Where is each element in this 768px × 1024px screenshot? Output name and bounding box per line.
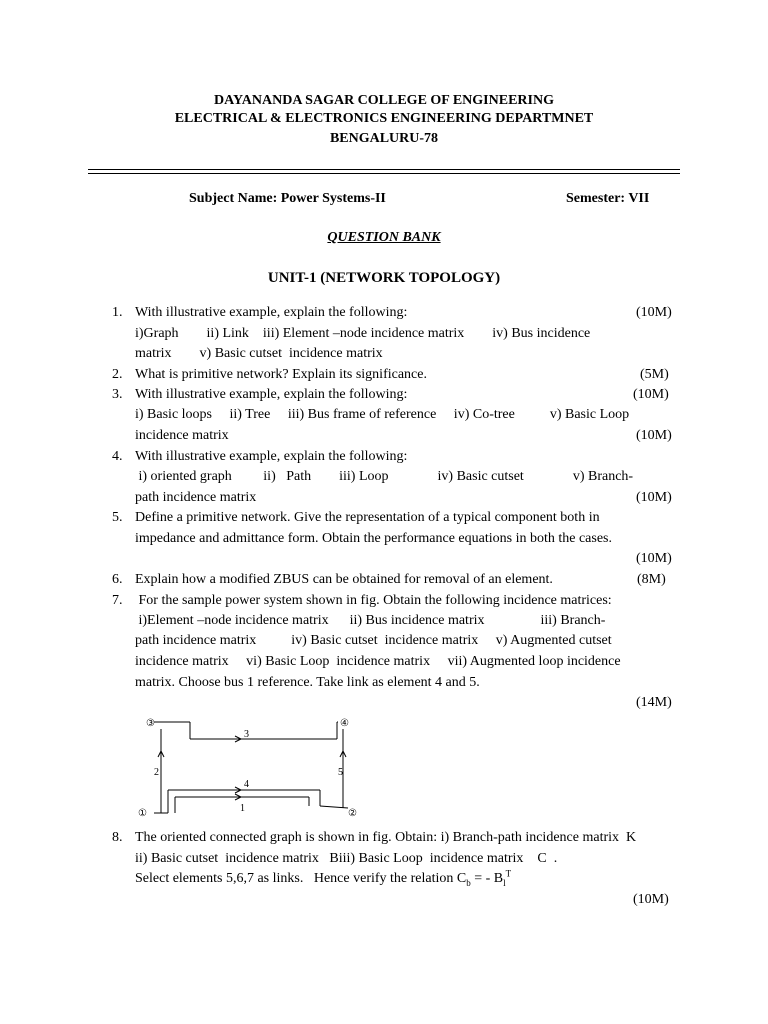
question-marks: (10M)	[636, 305, 672, 320]
node-4-label: ④	[340, 718, 349, 729]
subscript-l: l	[503, 877, 506, 888]
department-name: ELECTRICAL & ELECTRONICS ENGINEERING DEPARTMNET	[174, 111, 594, 126]
question-number: 7.	[112, 593, 123, 608]
question-line: i)Element –node incidence matrix ii) Bus incidence matrix iii) Branch-	[135, 613, 606, 628]
question-number: 1.	[112, 305, 123, 320]
subscript-b: b	[466, 877, 471, 888]
question-line: With illustrative example, explain the following:	[135, 305, 408, 320]
question-line: The oriented connected graph is shown in fig. Obtain: i) Branch-path incidence matrix K	[135, 830, 637, 845]
superscript-t: T	[505, 868, 512, 879]
college-name: DAYANANDA SAGAR COLLEGE OF ENGINEERING	[214, 93, 554, 108]
question-marks: (14M)	[636, 695, 672, 710]
question-marks: (5M)	[640, 367, 669, 382]
node-1-label: ①	[138, 808, 147, 819]
question-line: Define a primitive network. Give the representation of a typical component both in	[135, 510, 600, 525]
header-rule-bottom	[88, 173, 680, 174]
element-3-label: 3	[244, 729, 249, 740]
verify-relation-line	[135, 868, 512, 888]
question-line: i) oriented graph ii) Path iii) Loop iv) Basic cutset v) Branch-	[135, 469, 634, 484]
document-title: QUESTION BANK	[327, 230, 441, 245]
question-line: i) Basic loops ii) Tree iii) Bus frame of reference iv) Co-tree v) Basic Loop	[135, 407, 630, 422]
question-line: Explain how a modified ZBUS can be obtained for removal of an element.	[135, 572, 553, 587]
question-line: Select elements 5,6,7 as links. Hence verify the relation C	[135, 871, 467, 886]
element-5-label: 5	[338, 767, 343, 778]
question-line: For the sample power system shown in fig. Obtain the following incidence matrices:	[135, 593, 612, 608]
question-line: What is primitive network? Explain its significance.	[135, 367, 427, 382]
element-1-label: 1	[240, 803, 245, 814]
subject-name: Subject Name: Power Systems-II	[189, 191, 386, 206]
element-2-label: 2	[154, 767, 159, 778]
node-2-label: ②	[348, 808, 357, 819]
question-marks: (10M)	[633, 387, 669, 402]
question-number: 2.	[112, 367, 123, 382]
question-marks: (10M)	[633, 892, 669, 907]
question-line: i)Graph ii) Link iii) Element –node incidence matrix iv) Bus incidence	[135, 326, 591, 341]
question-line: path incidence matrix	[135, 490, 257, 505]
header-rule-top	[88, 169, 680, 170]
question-line: matrix v) Basic cutset incidence matrix	[135, 346, 383, 361]
question-line: matrix. Choose bus 1 reference. Take link as element 4 and 5.	[135, 675, 480, 690]
question-number: 5.	[112, 510, 123, 525]
question-line: impedance and admittance form. Obtain the performance equations in both the cases.	[135, 531, 612, 546]
question-line: incidence matrix	[135, 428, 229, 443]
network-graph-figure	[135, 710, 365, 825]
question-line: ii) Basic cutset incidence matrix Biii) Basic Loop incidence matrix C .	[135, 851, 558, 866]
question-line: With illustrative example, explain the following:	[135, 387, 408, 402]
question-marks: (8M)	[637, 572, 666, 587]
node-3-label: ③	[146, 718, 155, 729]
question-line: incidence matrix vi) Basic Loop incidence matrix vii) Augmented loop incidence	[135, 654, 621, 669]
question-number: 4.	[112, 449, 123, 464]
element-4-label: 4	[244, 779, 249, 790]
question-marks: (10M)	[636, 490, 672, 505]
question-number: 3.	[112, 387, 123, 402]
question-marks: (10M)	[636, 428, 672, 443]
question-number: 6.	[112, 572, 123, 587]
question-line: With illustrative example, explain the following:	[135, 449, 408, 464]
question-line: path incidence matrix iv) Basic cutset incidence matrix v) Augmented cutset	[135, 633, 612, 648]
college-city: BENGALURU-78	[329, 131, 439, 146]
question-number: 8.	[112, 830, 123, 845]
semester: Semester: VII	[566, 191, 650, 206]
question-marks: (10M)	[636, 551, 672, 566]
relation-middle: = - B	[470, 871, 504, 886]
unit-title: UNIT-1 (NETWORK TOPOLOGY)	[267, 270, 501, 286]
